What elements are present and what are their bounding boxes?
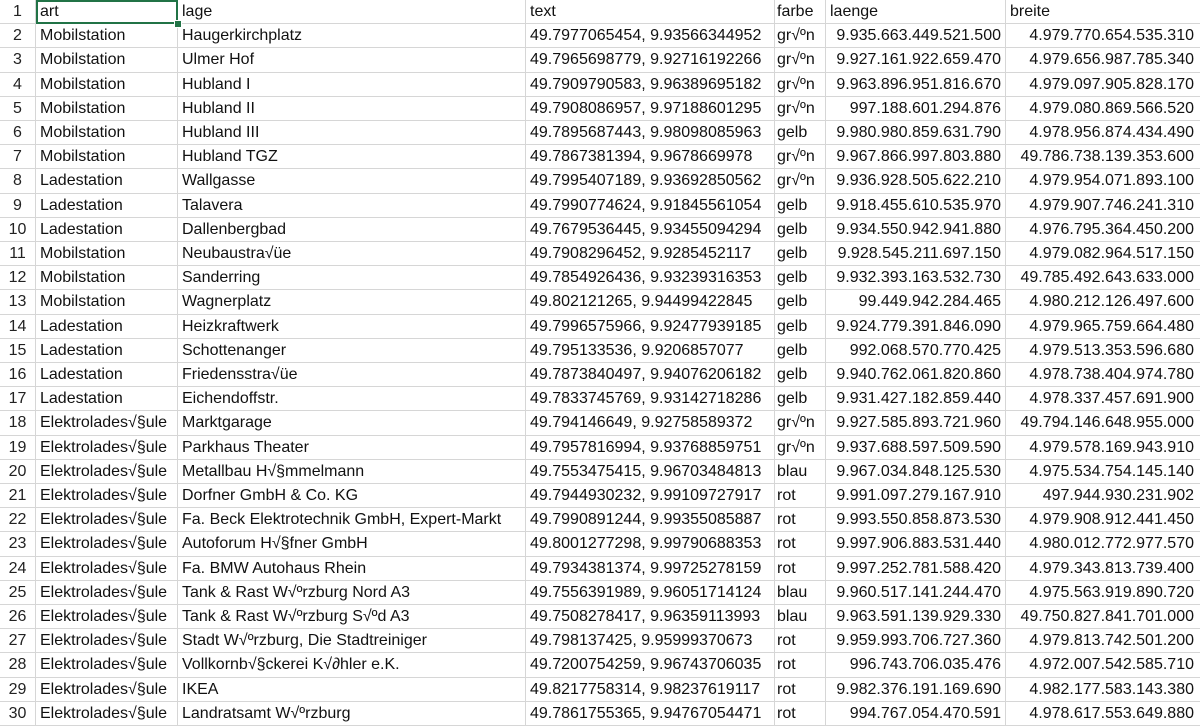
cell-farbe[interactable]: rot	[775, 678, 826, 702]
cell-lage[interactable]: Dorfner GmbH & Co. KG	[178, 484, 526, 508]
cell-breite[interactable]: 4.978.956.874.434.490	[1006, 121, 1200, 145]
cell-text[interactable]: 49.7957816994, 9.93768859751	[526, 436, 775, 460]
table-row	[0, 629, 1200, 653]
cell-breite[interactable]: 4.978.738.404.974.780	[1006, 363, 1200, 387]
table-row	[0, 363, 1200, 387]
table-row	[0, 73, 1200, 97]
cell-lage[interactable]: Haugerkirchplatz	[178, 24, 526, 48]
cell-text[interactable]: 49.7995407189, 9.93692850562	[526, 169, 775, 193]
cell-breite[interactable]: 4.979.097.905.828.170	[1006, 73, 1200, 97]
table-row	[0, 387, 1200, 411]
cell-lage[interactable]: Hubland I	[178, 73, 526, 97]
cell-lage[interactable]: Fa. Beck Elektrotechnik GmbH, Expert-Markt	[178, 508, 526, 532]
cell-breite[interactable]: 4.978.337.457.691.900	[1006, 387, 1200, 411]
cell-breite[interactable]: 49.794.146.648.955.000	[1006, 411, 1200, 435]
cell-text[interactable]: 49.7200754259, 9.96743706035	[526, 653, 775, 677]
cell-art[interactable]: Elektrolades√§ule	[36, 460, 178, 484]
cell-farbe[interactable]: blau	[775, 460, 826, 484]
cell-laenge[interactable]: 9.924.779.391.846.090	[826, 315, 1006, 339]
cell-breite[interactable]: 4.979.656.987.785.340	[1006, 48, 1200, 72]
table-row	[0, 290, 1200, 314]
row-number[interactable]: 27	[0, 629, 36, 653]
cell-farbe[interactable]: gr√ºn	[775, 411, 826, 435]
cell-laenge[interactable]: 9.935.663.449.521.500	[826, 24, 1006, 48]
row-number[interactable]: 2	[0, 24, 36, 48]
cell-lage[interactable]: Vollkornb√§ckerei K√∂hler e.K.	[178, 653, 526, 677]
cell-art[interactable]: Elektrolades√§ule	[36, 629, 178, 653]
table-row	[0, 678, 1200, 702]
table-row	[0, 653, 1200, 677]
header-cell-laenge[interactable]: laenge	[826, 0, 1006, 24]
cell-laenge[interactable]: 994.767.054.470.591	[826, 702, 1006, 726]
row-number[interactable]: 9	[0, 194, 36, 218]
cell-text[interactable]: 49.7553475415, 9.96703484813	[526, 460, 775, 484]
cell-farbe[interactable]: gr√ºn	[775, 97, 826, 121]
cell-text[interactable]: 49.802121265, 9.94499422845	[526, 290, 775, 314]
cell-farbe[interactable]: blau	[775, 581, 826, 605]
cell-breite[interactable]: 4.980.212.126.497.600	[1006, 290, 1200, 314]
table-row	[0, 484, 1200, 508]
cell-farbe[interactable]: gelb	[775, 363, 826, 387]
cell-text[interactable]: 49.7996575966, 9.92477939185	[526, 315, 775, 339]
cell-breite[interactable]: 4.975.563.919.890.720	[1006, 581, 1200, 605]
table-row	[0, 242, 1200, 266]
fill-handle[interactable]	[174, 20, 182, 28]
cell-laenge[interactable]: 9.931.427.182.859.440	[826, 387, 1006, 411]
cell-laenge[interactable]: 99.449.942.284.465	[826, 290, 1006, 314]
cell-lage[interactable]: Hubland III	[178, 121, 526, 145]
row-number[interactable]: 21	[0, 484, 36, 508]
cell-text[interactable]: 49.7944930232, 9.99109727917	[526, 484, 775, 508]
cell-text[interactable]: 49.7908296452, 9.9285452117	[526, 242, 775, 266]
table-row	[0, 48, 1200, 72]
cell-breite[interactable]: 49.785.492.643.633.000	[1006, 266, 1200, 290]
cell-farbe[interactable]: gr√ºn	[775, 24, 826, 48]
cell-text[interactable]: 49.7867381394, 9.9678669978	[526, 145, 775, 169]
row-number[interactable]: 28	[0, 653, 36, 677]
cell-farbe[interactable]: gelb	[775, 387, 826, 411]
cell-farbe[interactable]: rot	[775, 532, 826, 556]
cell-text[interactable]: 49.8217758314, 9.98237619117	[526, 678, 775, 702]
table-row	[0, 218, 1200, 242]
cell-breite[interactable]: 4.979.770.654.535.310	[1006, 24, 1200, 48]
cell-text[interactable]: 49.7965698779, 9.92716192266	[526, 48, 775, 72]
cell-breite[interactable]: 4.979.907.746.241.310	[1006, 194, 1200, 218]
cell-art[interactable]: Mobilstation	[36, 24, 178, 48]
row-number[interactable]: 29	[0, 678, 36, 702]
cell-art[interactable]: Elektrolades√§ule	[36, 436, 178, 460]
cell-farbe[interactable]: gelb	[775, 266, 826, 290]
cell-breite[interactable]: 4.978.617.553.649.880	[1006, 702, 1200, 726]
cell-text[interactable]: 49.7861755365, 9.94767054471	[526, 702, 775, 726]
cell-laenge[interactable]: 9.932.393.163.532.730	[826, 266, 1006, 290]
cell-art[interactable]: Ladestation	[36, 315, 178, 339]
header-cell-text[interactable]: text	[526, 0, 775, 24]
table-row	[0, 436, 1200, 460]
cell-laenge[interactable]: 9.967.866.997.803.880	[826, 145, 1006, 169]
row-number[interactable]: 22	[0, 508, 36, 532]
cell-laenge[interactable]: 9.934.550.942.941.880	[826, 218, 1006, 242]
cell-text[interactable]: 49.7990774624, 9.91845561054	[526, 194, 775, 218]
cell-art[interactable]: Ladestation	[36, 169, 178, 193]
row-number[interactable]: 16	[0, 363, 36, 387]
cell-lage[interactable]: Stadt W√ºrzburg, Die Stadtreiniger	[178, 629, 526, 653]
table-row	[0, 315, 1200, 339]
cell-farbe[interactable]: rot	[775, 508, 826, 532]
cell-laenge[interactable]: 9.967.034.848.125.530	[826, 460, 1006, 484]
cell-farbe[interactable]: blau	[775, 605, 826, 629]
cell-art[interactable]: Elektrolades√§ule	[36, 605, 178, 629]
cell-lage[interactable]: Sanderring	[178, 266, 526, 290]
cell-art[interactable]: Mobilstation	[36, 290, 178, 314]
cell-lage[interactable]: Schottenanger	[178, 339, 526, 363]
cell-laenge[interactable]: 9.927.585.893.721.960	[826, 411, 1006, 435]
cell-breite[interactable]: 4.979.965.759.664.480	[1006, 315, 1200, 339]
cell-laenge[interactable]: 9.982.376.191.169.690	[826, 678, 1006, 702]
table-row	[0, 702, 1200, 726]
cell-lage[interactable]: Metallbau H√§mmelmann	[178, 460, 526, 484]
cell-farbe[interactable]: gr√ºn	[775, 436, 826, 460]
cell-art[interactable]: Elektrolades√§ule	[36, 532, 178, 556]
row-number[interactable]: 18	[0, 411, 36, 435]
table-row	[0, 97, 1200, 121]
cell-laenge[interactable]: 9.980.980.859.631.790	[826, 121, 1006, 145]
cell-lage[interactable]: Neubaustra√üe	[178, 242, 526, 266]
table-row	[0, 532, 1200, 556]
row-number[interactable]: 8	[0, 169, 36, 193]
header-cell-breite[interactable]: breite	[1006, 0, 1200, 24]
cell-art[interactable]: Elektrolades√§ule	[36, 581, 178, 605]
cell-breite[interactable]: 4.972.007.542.585.710	[1006, 653, 1200, 677]
row-number[interactable]: 4	[0, 73, 36, 97]
cell-text[interactable]: 49.7990891244, 9.99355085887	[526, 508, 775, 532]
cell-breite[interactable]: 497.944.930.231.902	[1006, 484, 1200, 508]
cell-art[interactable]: Mobilstation	[36, 73, 178, 97]
row-number[interactable]: 5	[0, 97, 36, 121]
cell-text[interactable]: 49.7679536445, 9.93455094294	[526, 218, 775, 242]
row-number[interactable]: 3	[0, 48, 36, 72]
cell-laenge[interactable]: 997.188.601.294.876	[826, 97, 1006, 121]
cell-breite[interactable]: 4.976.795.364.450.200	[1006, 218, 1200, 242]
cell-breite[interactable]: 4.979.082.964.517.150	[1006, 242, 1200, 266]
cell-lage[interactable]: Friedensstra√üe	[178, 363, 526, 387]
cell-breite[interactable]: 49.786.738.139.353.600	[1006, 145, 1200, 169]
table-row	[0, 169, 1200, 193]
cell-text[interactable]: 49.794146649, 9.92758589372	[526, 411, 775, 435]
cell-art[interactable]: Mobilstation	[36, 242, 178, 266]
cell-text[interactable]: 49.7508278417, 9.96359113993	[526, 605, 775, 629]
cell-lage[interactable]: Hubland TGZ	[178, 145, 526, 169]
table-row	[0, 121, 1200, 145]
cell-text[interactable]: 49.7934381374, 9.99725278159	[526, 557, 775, 581]
row-number[interactable]: 26	[0, 605, 36, 629]
cell-farbe[interactable]: rot	[775, 484, 826, 508]
header-cell-art[interactable]: art	[36, 0, 178, 24]
row-number[interactable]: 6	[0, 121, 36, 145]
table-row	[0, 194, 1200, 218]
cell-art[interactable]: Elektrolades√§ule	[36, 678, 178, 702]
cell-breite[interactable]: 4.979.813.742.501.200	[1006, 629, 1200, 653]
cell-breite[interactable]: 4.979.343.813.739.400	[1006, 557, 1200, 581]
cell-laenge[interactable]: 9.937.688.597.509.590	[826, 436, 1006, 460]
cell-text[interactable]: 49.8001277298, 9.99790688353	[526, 532, 775, 556]
cell-text[interactable]: 49.7895687443, 9.98098085963	[526, 121, 775, 145]
cell-laenge[interactable]: 9.997.252.781.588.420	[826, 557, 1006, 581]
table-row	[0, 460, 1200, 484]
cell-laenge[interactable]: 9.997.906.883.531.440	[826, 532, 1006, 556]
cell-farbe[interactable]: rot	[775, 557, 826, 581]
cell-art[interactable]: Mobilstation	[36, 48, 178, 72]
cell-lage[interactable]: Tank & Rast W√ºrzburg Nord A3	[178, 581, 526, 605]
cell-breite[interactable]: 4.975.534.754.145.140	[1006, 460, 1200, 484]
row-number[interactable]: 17	[0, 387, 36, 411]
cell-lage[interactable]: Hubland II	[178, 97, 526, 121]
cell-text[interactable]: 49.7909790583, 9.96389695182	[526, 73, 775, 97]
row-number[interactable]: 24	[0, 557, 36, 581]
cell-art[interactable]: Elektrolades√§ule	[36, 411, 178, 435]
table-row	[0, 339, 1200, 363]
table-row	[0, 266, 1200, 290]
cell-lage[interactable]: Tank & Rast W√ºrzburg S√ºd A3	[178, 605, 526, 629]
cell-laenge[interactable]: 9.960.517.141.244.470	[826, 581, 1006, 605]
cell-farbe[interactable]: gelb	[775, 315, 826, 339]
cell-art[interactable]: Ladestation	[36, 339, 178, 363]
cell-farbe[interactable]: gelb	[775, 121, 826, 145]
cell-art[interactable]: Elektrolades√§ule	[36, 653, 178, 677]
cell-farbe[interactable]: rot	[775, 702, 826, 726]
cell-laenge[interactable]: 9.963.591.139.929.330	[826, 605, 1006, 629]
table-row	[0, 581, 1200, 605]
cell-lage[interactable]: Fa. BMW Autohaus Rhein	[178, 557, 526, 581]
cell-lage[interactable]: Dallenbergbad	[178, 218, 526, 242]
row-number[interactable]: 23	[0, 532, 36, 556]
cell-art[interactable]: Mobilstation	[36, 121, 178, 145]
header-cell-lage[interactable]: lage	[178, 0, 526, 24]
cell-farbe[interactable]: gr√ºn	[775, 169, 826, 193]
cell-laenge[interactable]: 9.918.455.610.535.970	[826, 194, 1006, 218]
row-number[interactable]: 7	[0, 145, 36, 169]
cell-laenge[interactable]: 9.963.896.951.816.670	[826, 73, 1006, 97]
header-cell-farbe[interactable]: farbe	[775, 0, 826, 24]
cell-lage[interactable]: Eichendoffstr.	[178, 387, 526, 411]
cell-breite[interactable]: 4.979.954.071.893.100	[1006, 169, 1200, 193]
cell-art[interactable]: Mobilstation	[36, 145, 178, 169]
cell-art[interactable]: Ladestation	[36, 387, 178, 411]
cell-farbe[interactable]: gelb	[775, 242, 826, 266]
row-number[interactable]: 12	[0, 266, 36, 290]
cell-art[interactable]: Elektrolades√§ule	[36, 557, 178, 581]
cell-laenge[interactable]: 9.993.550.858.873.530	[826, 508, 1006, 532]
cell-farbe[interactable]: rot	[775, 653, 826, 677]
cell-lage[interactable]: Wagnerplatz	[178, 290, 526, 314]
cell-lage[interactable]: Landratsamt W√ºrzburg	[178, 702, 526, 726]
cell-lage[interactable]: Parkhaus Theater	[178, 436, 526, 460]
cell-farbe[interactable]: gr√ºn	[775, 145, 826, 169]
cell-text[interactable]: 49.7854926436, 9.93239316353	[526, 266, 775, 290]
cell-laenge[interactable]: 996.743.706.035.476	[826, 653, 1006, 677]
cell-breite[interactable]: 4.979.080.869.566.520	[1006, 97, 1200, 121]
cell-laenge[interactable]: 9.936.928.505.622.210	[826, 169, 1006, 193]
cell-art[interactable]: Ladestation	[36, 194, 178, 218]
cell-breite[interactable]: 4.979.578.169.943.910	[1006, 436, 1200, 460]
cell-lage[interactable]: Talavera	[178, 194, 526, 218]
cell-breite[interactable]: 49.750.827.841.701.000	[1006, 605, 1200, 629]
cell-breite[interactable]: 4.979.513.353.596.680	[1006, 339, 1200, 363]
row-number[interactable]: 20	[0, 460, 36, 484]
row-number[interactable]: 15	[0, 339, 36, 363]
cell-farbe[interactable]: gelb	[775, 218, 826, 242]
cell-laenge[interactable]: 9.991.097.279.167.910	[826, 484, 1006, 508]
cell-art[interactable]: Mobilstation	[36, 97, 178, 121]
cell-laenge[interactable]: 9.927.161.922.659.470	[826, 48, 1006, 72]
table-row	[0, 605, 1200, 629]
row-number[interactable]: 19	[0, 436, 36, 460]
row-number[interactable]: 14	[0, 315, 36, 339]
cell-art[interactable]: Elektrolades√§ule	[36, 702, 178, 726]
cell-text[interactable]: 49.7833745769, 9.93142718286	[526, 387, 775, 411]
cell-art[interactable]: Elektrolades√§ule	[36, 508, 178, 532]
cell-breite[interactable]: 4.980.012.772.977.570	[1006, 532, 1200, 556]
cell-laenge[interactable]: 992.068.570.770.425	[826, 339, 1006, 363]
cell-lage[interactable]: Heizkraftwerk	[178, 315, 526, 339]
row-number[interactable]: 11	[0, 242, 36, 266]
cell-text[interactable]: 49.7908086957, 9.97188601295	[526, 97, 775, 121]
cell-laenge[interactable]: 9.928.545.211.697.150	[826, 242, 1006, 266]
cell-lage[interactable]: Wallgasse	[178, 169, 526, 193]
cell-art[interactable]: Ladestation	[36, 218, 178, 242]
cell-breite[interactable]: 4.982.177.583.143.380	[1006, 678, 1200, 702]
cell-laenge[interactable]: 9.959.993.706.727.360	[826, 629, 1006, 653]
row-number[interactable]: 10	[0, 218, 36, 242]
cell-text[interactable]: 49.7556391989, 9.96051714124	[526, 581, 775, 605]
cell-text[interactable]: 49.7873840497, 9.94076206182	[526, 363, 775, 387]
cell-text[interactable]: 49.795133536, 9.9206857077	[526, 339, 775, 363]
cell-farbe[interactable]: gr√ºn	[775, 73, 826, 97]
cell-art[interactable]: Elektrolades√§ule	[36, 484, 178, 508]
cell-farbe[interactable]: gelb	[775, 194, 826, 218]
cell-breite[interactable]: 4.979.908.912.441.450	[1006, 508, 1200, 532]
cell-farbe[interactable]: gr√ºn	[775, 48, 826, 72]
cell-farbe[interactable]: gelb	[775, 290, 826, 314]
row-number[interactable]: 25	[0, 581, 36, 605]
cell-farbe[interactable]: rot	[775, 629, 826, 653]
cell-art[interactable]: Mobilstation	[36, 266, 178, 290]
row-number[interactable]: 1	[0, 0, 36, 24]
cell-lage[interactable]: IKEA	[178, 678, 526, 702]
table-row	[0, 508, 1200, 532]
cell-art[interactable]: Ladestation	[36, 363, 178, 387]
table-row	[0, 411, 1200, 435]
cell-farbe[interactable]: gelb	[775, 339, 826, 363]
table-row	[0, 145, 1200, 169]
cell-text[interactable]: 49.798137425, 9.95999370673	[526, 629, 775, 653]
cell-lage[interactable]: Marktgarage	[178, 411, 526, 435]
cell-text[interactable]: 49.7977065454, 9.93566344952	[526, 24, 775, 48]
row-number[interactable]: 13	[0, 290, 36, 314]
row-number[interactable]: 30	[0, 702, 36, 726]
cell-laenge[interactable]: 9.940.762.061.820.860	[826, 363, 1006, 387]
table-row	[0, 557, 1200, 581]
cell-lage[interactable]: Autoforum H√§fner GmbH	[178, 532, 526, 556]
cell-lage[interactable]: Ulmer Hof	[178, 48, 526, 72]
